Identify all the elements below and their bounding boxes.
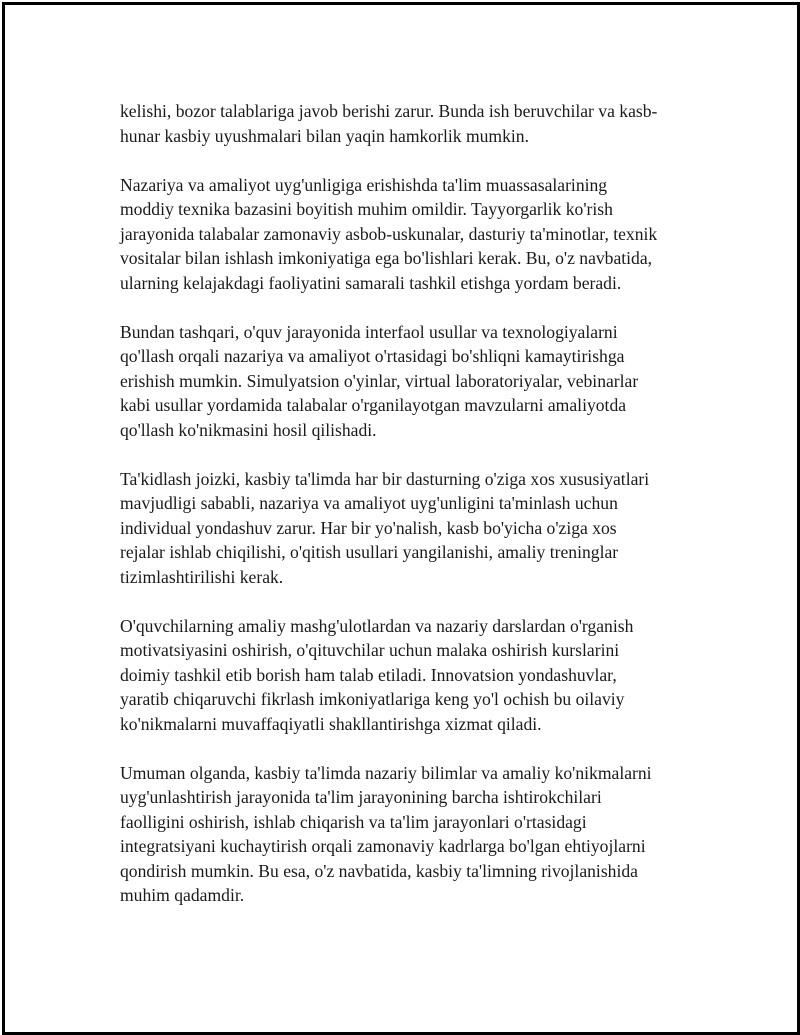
text-line: motivatsiyasini oshirish, o'qituvchilar uchun malaka oshirish kurslarini	[120, 640, 620, 660]
paragraph-5	[120, 614, 690, 737]
text-line: kabi usullar yordamida talabalar o'rganilayotgan mavzularni amaliyotda	[120, 395, 627, 415]
text-line: Nazariya va amaliyot uyg'unligiga erishishda ta'lim muassasalarining	[120, 174, 608, 195]
text-line: kelishi, bozor talablariga javob berishi zarur. Bunda ish beruvchilar va kasb-	[120, 101, 658, 121]
text-line: O'quvchilarning amaliy mashg'ulotlardan va nazariy darslardan o'rganish	[120, 615, 634, 636]
text-line: tizimlashtirilishi kerak.	[120, 566, 284, 587]
text-line: faolligini oshirish, ishlab chiqarish va ta'lim jarayonlari o'rtasidagi	[120, 811, 587, 832]
text-line: Umuman olganda, kasbiy ta'limda nazariy bilimlar va amaliy ko'nikmalarni	[120, 762, 652, 783]
text-line: erishish mumkin. Simulyatsion o'yinlar, virtual laboratoriyalar, vebinarlar	[120, 370, 639, 391]
text-line: hunar kasbiy uyushmalari bilan yaqin hamkorlik mumkin.	[120, 125, 529, 146]
text-line: Bundan tashqari, o'quv jarayonida interfaol usullar va texnologiyalarni	[120, 321, 618, 342]
text-line: yaratib chiqaruvchi fikrlash imkoniyatlariga keng yo'l ochish bu oilaviy	[120, 689, 625, 709]
text-line: doimiy tashkil etib borish ham talab etiladi. Innovatsion yondashuvlar,	[120, 664, 617, 685]
paragraph-1	[120, 99, 690, 148]
text-line: qo'llash ko'nikmasini hosil qilishadi.	[120, 419, 377, 440]
text-line: qo'llash orqali nazariya va amaliyot o'rtasidagi bo'shliqni kamaytirishga	[120, 346, 625, 366]
text-line: mavjudligi sababli, nazariya va amaliyot uyg'unligini ta'minlash uchun	[120, 493, 618, 513]
text-line: jarayonida talabalar zamonaviy asbob-uskunalar, dasturiy ta'minotlar, texnik	[120, 223, 658, 244]
text-line: individual yondashuv zarur. Har bir yo'nalish, kasb bo'yicha o'ziga xos	[120, 517, 617, 538]
paragraph-2	[120, 173, 690, 296]
paragraph-6	[120, 761, 690, 908]
text-line: muhim qadamdir.	[120, 885, 245, 905]
text-line: qondirish mumkin. Bu esa, o'z navbatida, kasbiy ta'limning rivojlanishida	[120, 860, 638, 881]
text-line: uyg'unlashtirish jarayonida ta'lim jarayonining barcha ishtirokchilari	[120, 787, 602, 807]
text-line: moddiy texnika bazasini boyitish muhim omildir. Tayyorgarlik ko'rish	[120, 199, 613, 219]
document-page	[2, 2, 800, 1035]
paragraph-4	[120, 467, 690, 590]
document-body	[120, 99, 690, 932]
paragraph-3	[120, 320, 690, 443]
text-line: integratsiyani kuchaytirish orqali zamonaviy kadrlarga bo'lgan ehtiyojlarni	[120, 836, 646, 856]
text-line: ularning kelajakdagi faoliyatini samarali tashkil etishga yordam beradi.	[120, 272, 622, 293]
text-line: Ta'kidlash joizki, kasbiy ta'limda har bir dasturning o'ziga xos xususiyatlari	[120, 468, 650, 489]
text-line: vositalar bilan ishlash imkoniyatiga ega bo'lishlari kerak. Bu, o'z navbatida,	[120, 248, 653, 268]
text-line: rejalar ishlab chiqilishi, o'qitish usullari yangilanishi, amaliy treninglar	[120, 542, 619, 562]
text-line: ko'nikmalarni muvaffaqiyatli shakllantirishga xizmat qiladi.	[120, 713, 542, 734]
